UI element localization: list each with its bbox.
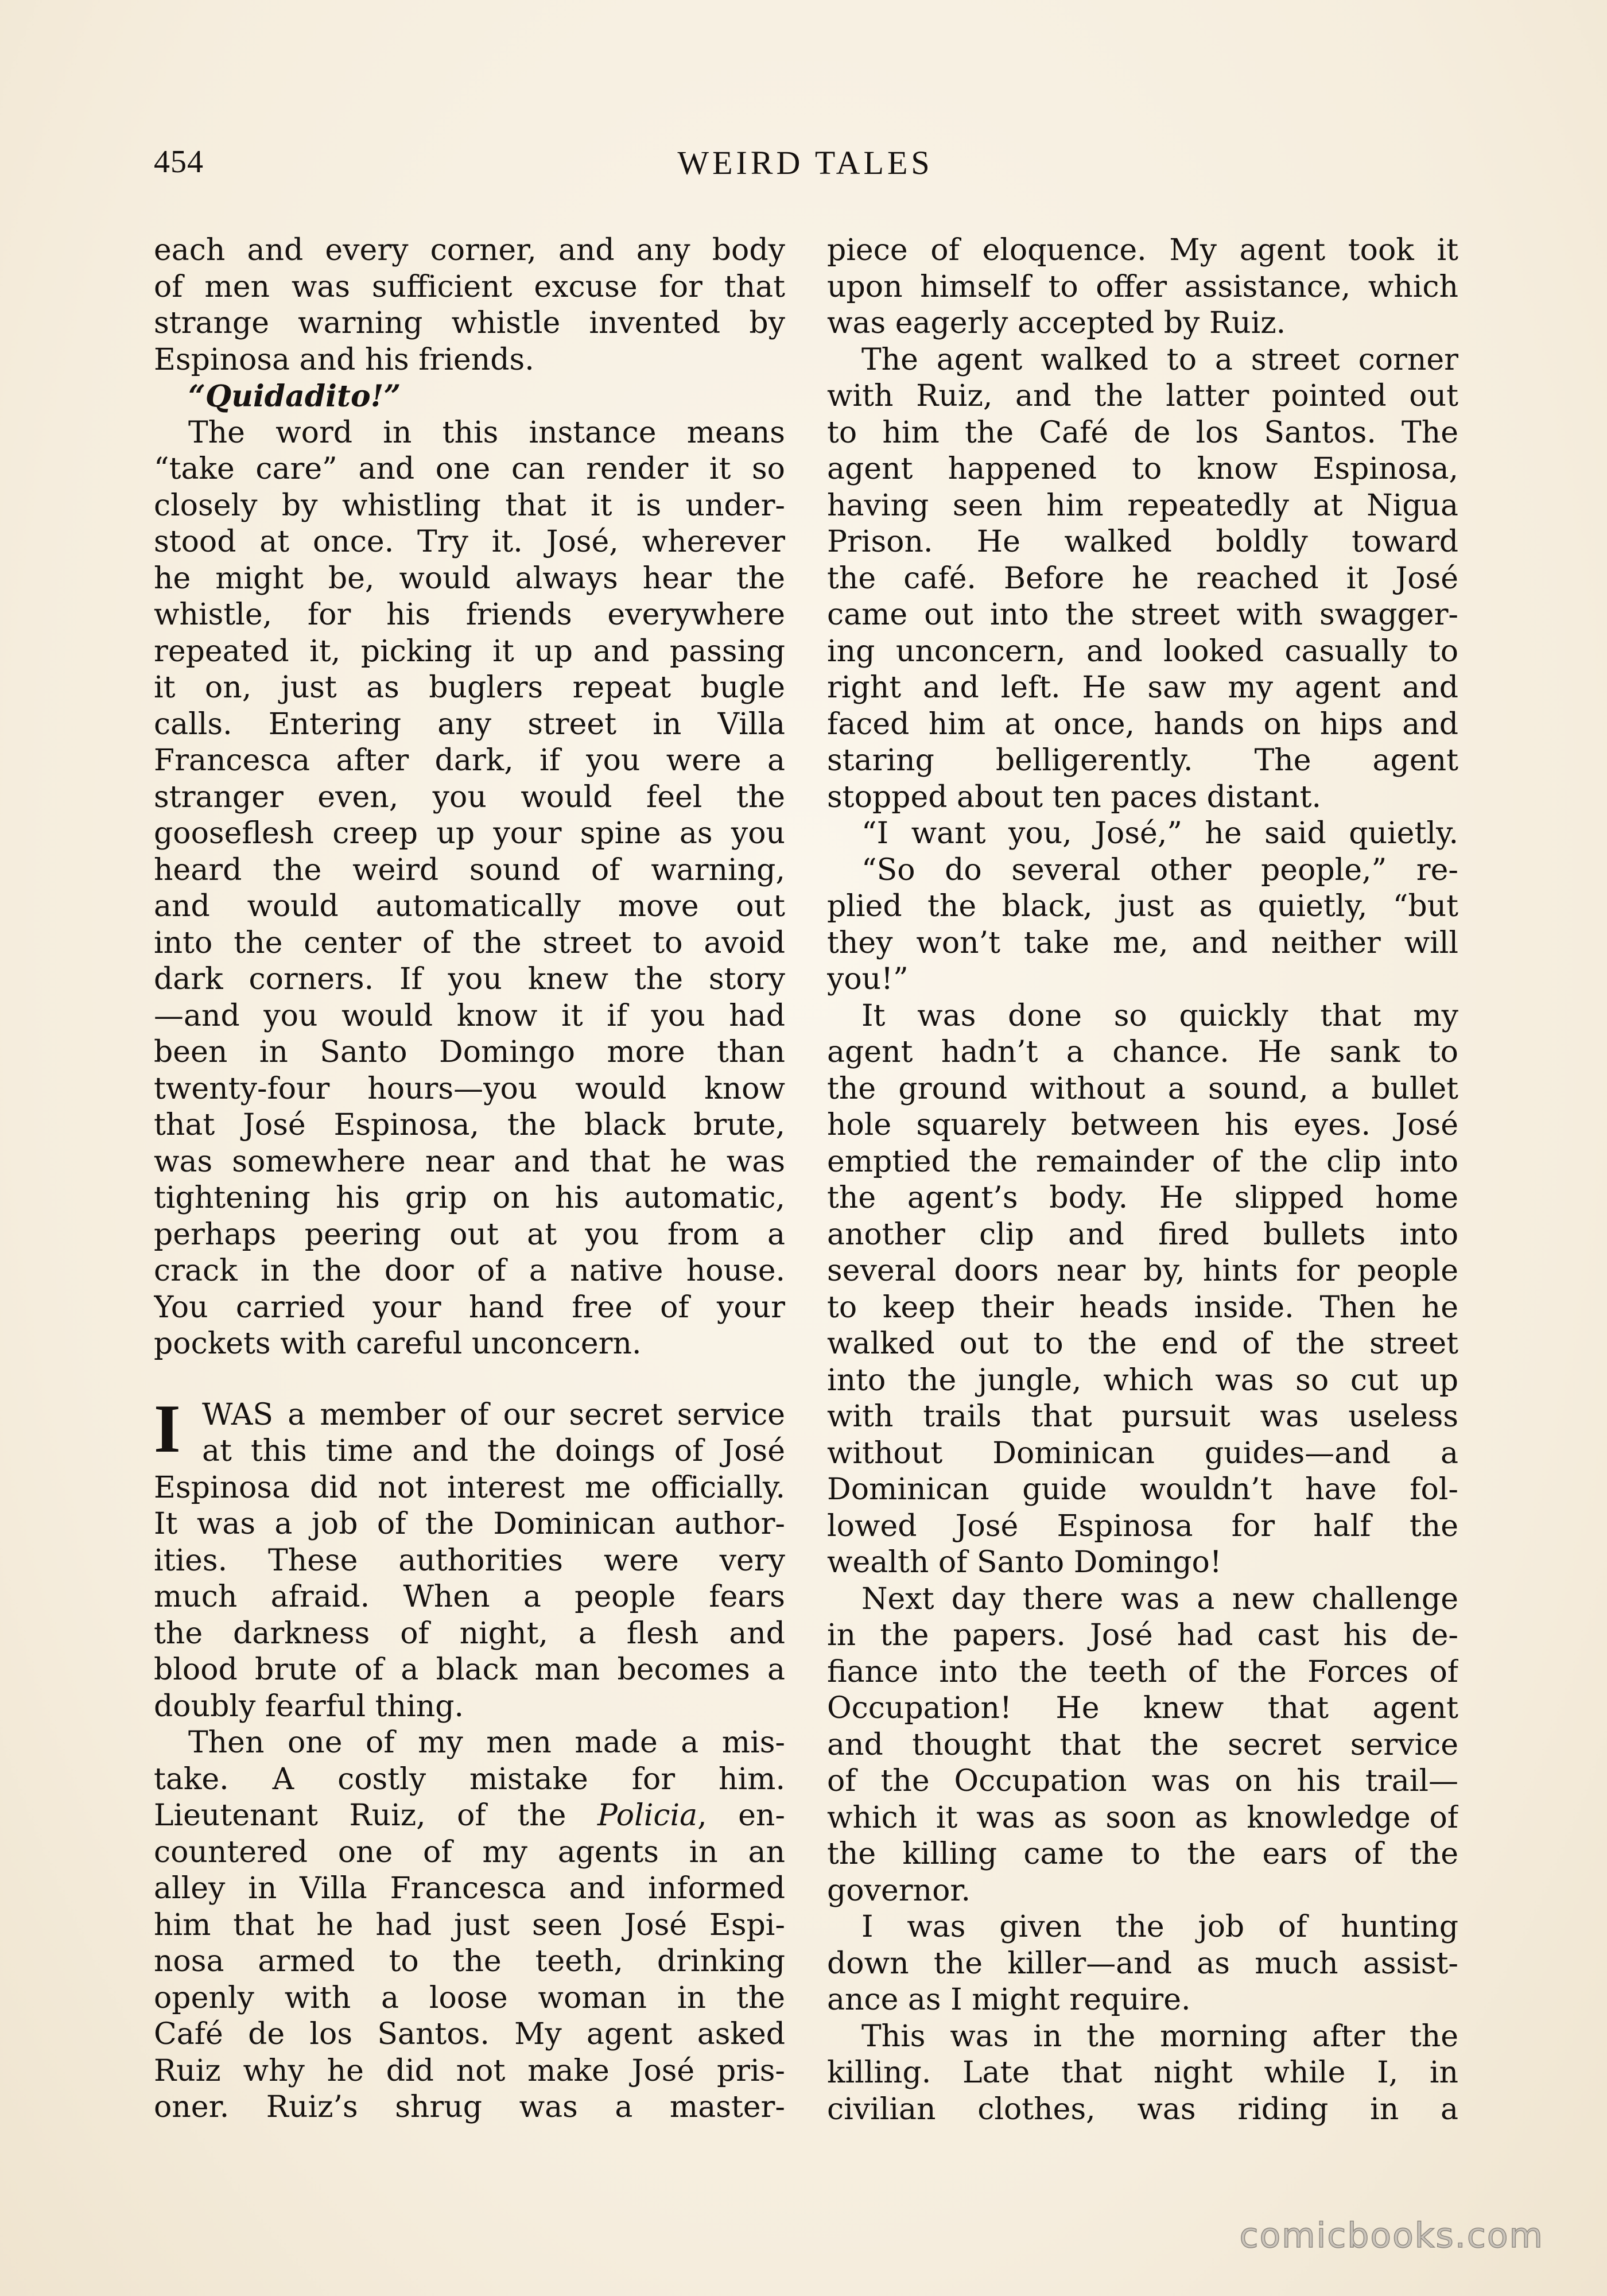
text-line: the killing came to the ears of the xyxy=(827,1837,1458,1871)
text-line: piece of eloquence. My agent took it xyxy=(827,233,1458,267)
text-line: several doors near by, hints for people xyxy=(827,1254,1458,1288)
text-line: heard the weird sound of warning, xyxy=(154,852,785,887)
text-line: that José Espinosa, the black brute, xyxy=(154,1108,785,1142)
text-line: with Ruiz, and the latter pointed out xyxy=(827,379,1458,413)
text-line: lowed José Espinosa for half the xyxy=(827,1508,1458,1543)
text-line: You carried your hand free of your xyxy=(154,1290,785,1325)
text-line: Lieutenant Ruiz, of the Policia, en- xyxy=(154,1798,785,1833)
text-line: much afraid. When a people fears xyxy=(154,1580,785,1614)
text-line: ance as I might require. xyxy=(827,1983,1191,2017)
text-line: countered one of my agents in an xyxy=(154,1835,785,1870)
text-line: was eagerly accepted by Ruiz. xyxy=(827,306,1286,340)
text-line: civilian clothes, was riding in a xyxy=(827,2092,1458,2127)
text-line: plied the black, just as quietly, “but xyxy=(827,889,1458,924)
text-line: blood brute of a black man becomes a xyxy=(154,1653,785,1687)
text-line: of men was sufficient excuse for that xyxy=(154,269,785,304)
text-line: Next day there was a new challenge xyxy=(861,1581,1458,1616)
text-line: agent hadn’t a chance. He sank to xyxy=(827,1035,1458,1069)
text-line: The word in this instance means xyxy=(188,415,785,450)
text-line: oner. Ruiz’s shrug was a master- xyxy=(154,2090,785,2124)
text-line: Dominican guide wouldn’t have fol- xyxy=(827,1472,1458,1507)
text-line: Café de los Santos. My agent asked xyxy=(154,2017,785,2051)
text-line: with trails that pursuit was useless xyxy=(827,1399,1458,1434)
text-line: nosa armed to the teeth, drinking xyxy=(154,1944,785,1979)
text-line: Espinosa did not interest me officially. xyxy=(154,1470,785,1505)
text-line: stopped about ten paces distant. xyxy=(827,779,1322,815)
text-line: the café. Before he reached it José xyxy=(827,561,1458,596)
drop-cap: I xyxy=(154,1390,181,1467)
text-line: tightening his grip on his automatic, xyxy=(154,1181,785,1215)
text-line: right and left. He saw my agent and xyxy=(827,670,1458,705)
text-line: take. A costly mistake for him. xyxy=(154,1762,785,1797)
page-number: 454 xyxy=(154,144,204,180)
text-line: I was given the job of hunting xyxy=(861,1910,1458,1944)
text-line: faced him at once, hands on hips and xyxy=(827,707,1458,742)
text-line: gooseflesh creep up your spine as you xyxy=(154,816,785,851)
text-line: without Dominican guides—and a xyxy=(827,1436,1458,1471)
text-line: staring belligerently. The agent xyxy=(827,743,1458,778)
text-line: into the center of the street to avoid xyxy=(154,925,785,960)
text-line: stood at once. Try it. José, wherever xyxy=(154,525,785,559)
text-line: perhaps peering out at you from a xyxy=(154,1217,785,1252)
text-line: “So do several other people,” re- xyxy=(861,852,1458,887)
text-line: to him the Café de los Santos. The xyxy=(827,415,1458,450)
right-column-paragraphs xyxy=(827,232,1458,2128)
text-line: closely by whistling that it is under- xyxy=(154,488,785,523)
text-line: whistle, for his friends everywhere xyxy=(154,598,785,632)
text-line: to keep their heads inside. Then he xyxy=(827,1290,1458,1325)
page-header xyxy=(154,144,1457,189)
text-line: “take care” and one can render it so xyxy=(154,452,785,486)
text-line: the agent’s body. He slipped home xyxy=(827,1181,1458,1215)
text-line: WAS a member of our secret service xyxy=(202,1397,785,1432)
text-line: Francesca after dark, if you were a xyxy=(154,743,785,778)
text-line: ing unconcern, and looked casually to xyxy=(827,634,1458,669)
right-text-column xyxy=(827,232,1458,2128)
text-line: ities. These authorities were very xyxy=(154,1543,785,1578)
text-line: and thought that the secret service xyxy=(827,1727,1458,1762)
text-line: The agent walked to a street corner xyxy=(861,342,1458,377)
section-two-lines xyxy=(154,1390,785,2126)
text-line: at this time and the doings of José xyxy=(202,1434,785,1468)
text-line: “I want you, José,” he said quietly. xyxy=(861,816,1458,851)
text-line: strange warning whistle invented by xyxy=(154,306,785,340)
watermark-logo: comicbooks.com xyxy=(1239,2216,1544,2256)
text-line: It was done so quickly that my xyxy=(861,998,1458,1033)
text-line: crack in the door of a native house. xyxy=(154,1254,785,1288)
text-line: Espinosa and his friends. xyxy=(154,342,534,377)
left-column-paragraphs xyxy=(154,232,785,1363)
text-line: It was a job of the Dominican author- xyxy=(154,1507,785,1541)
text-line: it on, just as buglers repeat bugle xyxy=(154,670,785,705)
running-title: WEIRD TALES xyxy=(677,144,933,181)
text-line: Occupation! He knew that agent xyxy=(827,1691,1458,1725)
text-line: each and every corner, and any body xyxy=(154,233,785,267)
text-line: doubly fearful thing. xyxy=(154,1689,464,1724)
text-line: —and you would know it if you had xyxy=(154,998,785,1033)
section-break-paragraph xyxy=(154,1390,785,2126)
text-line: they won’t take me, and neither will xyxy=(827,925,1458,960)
text-line: in the papers. José had cast his de- xyxy=(827,1618,1458,1653)
text-line: you!” xyxy=(827,962,909,996)
text-line: alley in Villa Francesca and informed xyxy=(154,1871,785,1906)
text-line: hole squarely between his eyes. José xyxy=(827,1108,1458,1142)
text-line: This was in the morning after the xyxy=(861,2019,1458,2054)
text-line: upon himself to offer assistance, which xyxy=(827,269,1458,304)
text-line: the ground without a sound, a bullet xyxy=(827,1071,1458,1106)
text-line: twenty-four hours—you would know xyxy=(154,1071,785,1106)
text-line: “Quidadito!” xyxy=(188,379,401,414)
text-line: was somewhere near and that he was xyxy=(154,1144,785,1179)
text-line: having seen him repeatedly at Nigua xyxy=(827,488,1458,523)
text-line: fiance into the teeth of the Forces of xyxy=(827,1654,1458,1689)
text-line: repeated it, picking it up and passing xyxy=(154,634,785,669)
text-line: stranger even, you would feel the xyxy=(154,779,785,815)
text-line: emptied the remainder of the clip into xyxy=(827,1144,1458,1179)
text-line: another clip and fired bullets into xyxy=(827,1217,1458,1252)
text-line: the darkness of night, a flesh and xyxy=(154,1616,785,1651)
text-line: of the Occupation was on his trail— xyxy=(827,1764,1458,1798)
text-line: been in Santo Domingo more than xyxy=(154,1035,785,1069)
text-line: wealth of Santo Domingo! xyxy=(827,1545,1222,1580)
left-text-column xyxy=(154,232,785,2126)
text-line: him that he had just seen José Espi- xyxy=(154,1907,785,1942)
text-line: and would automatically move out xyxy=(154,889,785,924)
text-line: Ruiz why he did not make José pris- xyxy=(154,2053,785,2088)
text-line: which it was as soon as knowledge of xyxy=(827,1800,1458,1835)
text-line: openly with a loose woman in the xyxy=(154,1980,785,2015)
text-line: governor. xyxy=(827,1873,971,1908)
text-line: down the killer—and as much assist- xyxy=(827,1946,1458,1981)
text-line: dark corners. If you knew the story xyxy=(154,962,785,996)
text-line: agent happened to know Espinosa, xyxy=(827,452,1458,486)
text-line: came out into the street with swagger- xyxy=(827,598,1458,632)
text-line: Then one of my men made a mis- xyxy=(188,1725,785,1760)
text-line: killing. Late that night while I, in xyxy=(827,2055,1458,2090)
text-line: calls. Entering any street in Villa xyxy=(154,707,785,742)
text-line: he might be, would always hear the xyxy=(154,561,785,596)
text-line: Prison. He walked boldly toward xyxy=(827,525,1458,559)
text-line: pockets with careful unconcern. xyxy=(154,1327,642,1361)
text-line: walked out to the end of the street xyxy=(827,1327,1458,1361)
text-line: into the jungle, which was so cut up xyxy=(827,1363,1458,1398)
